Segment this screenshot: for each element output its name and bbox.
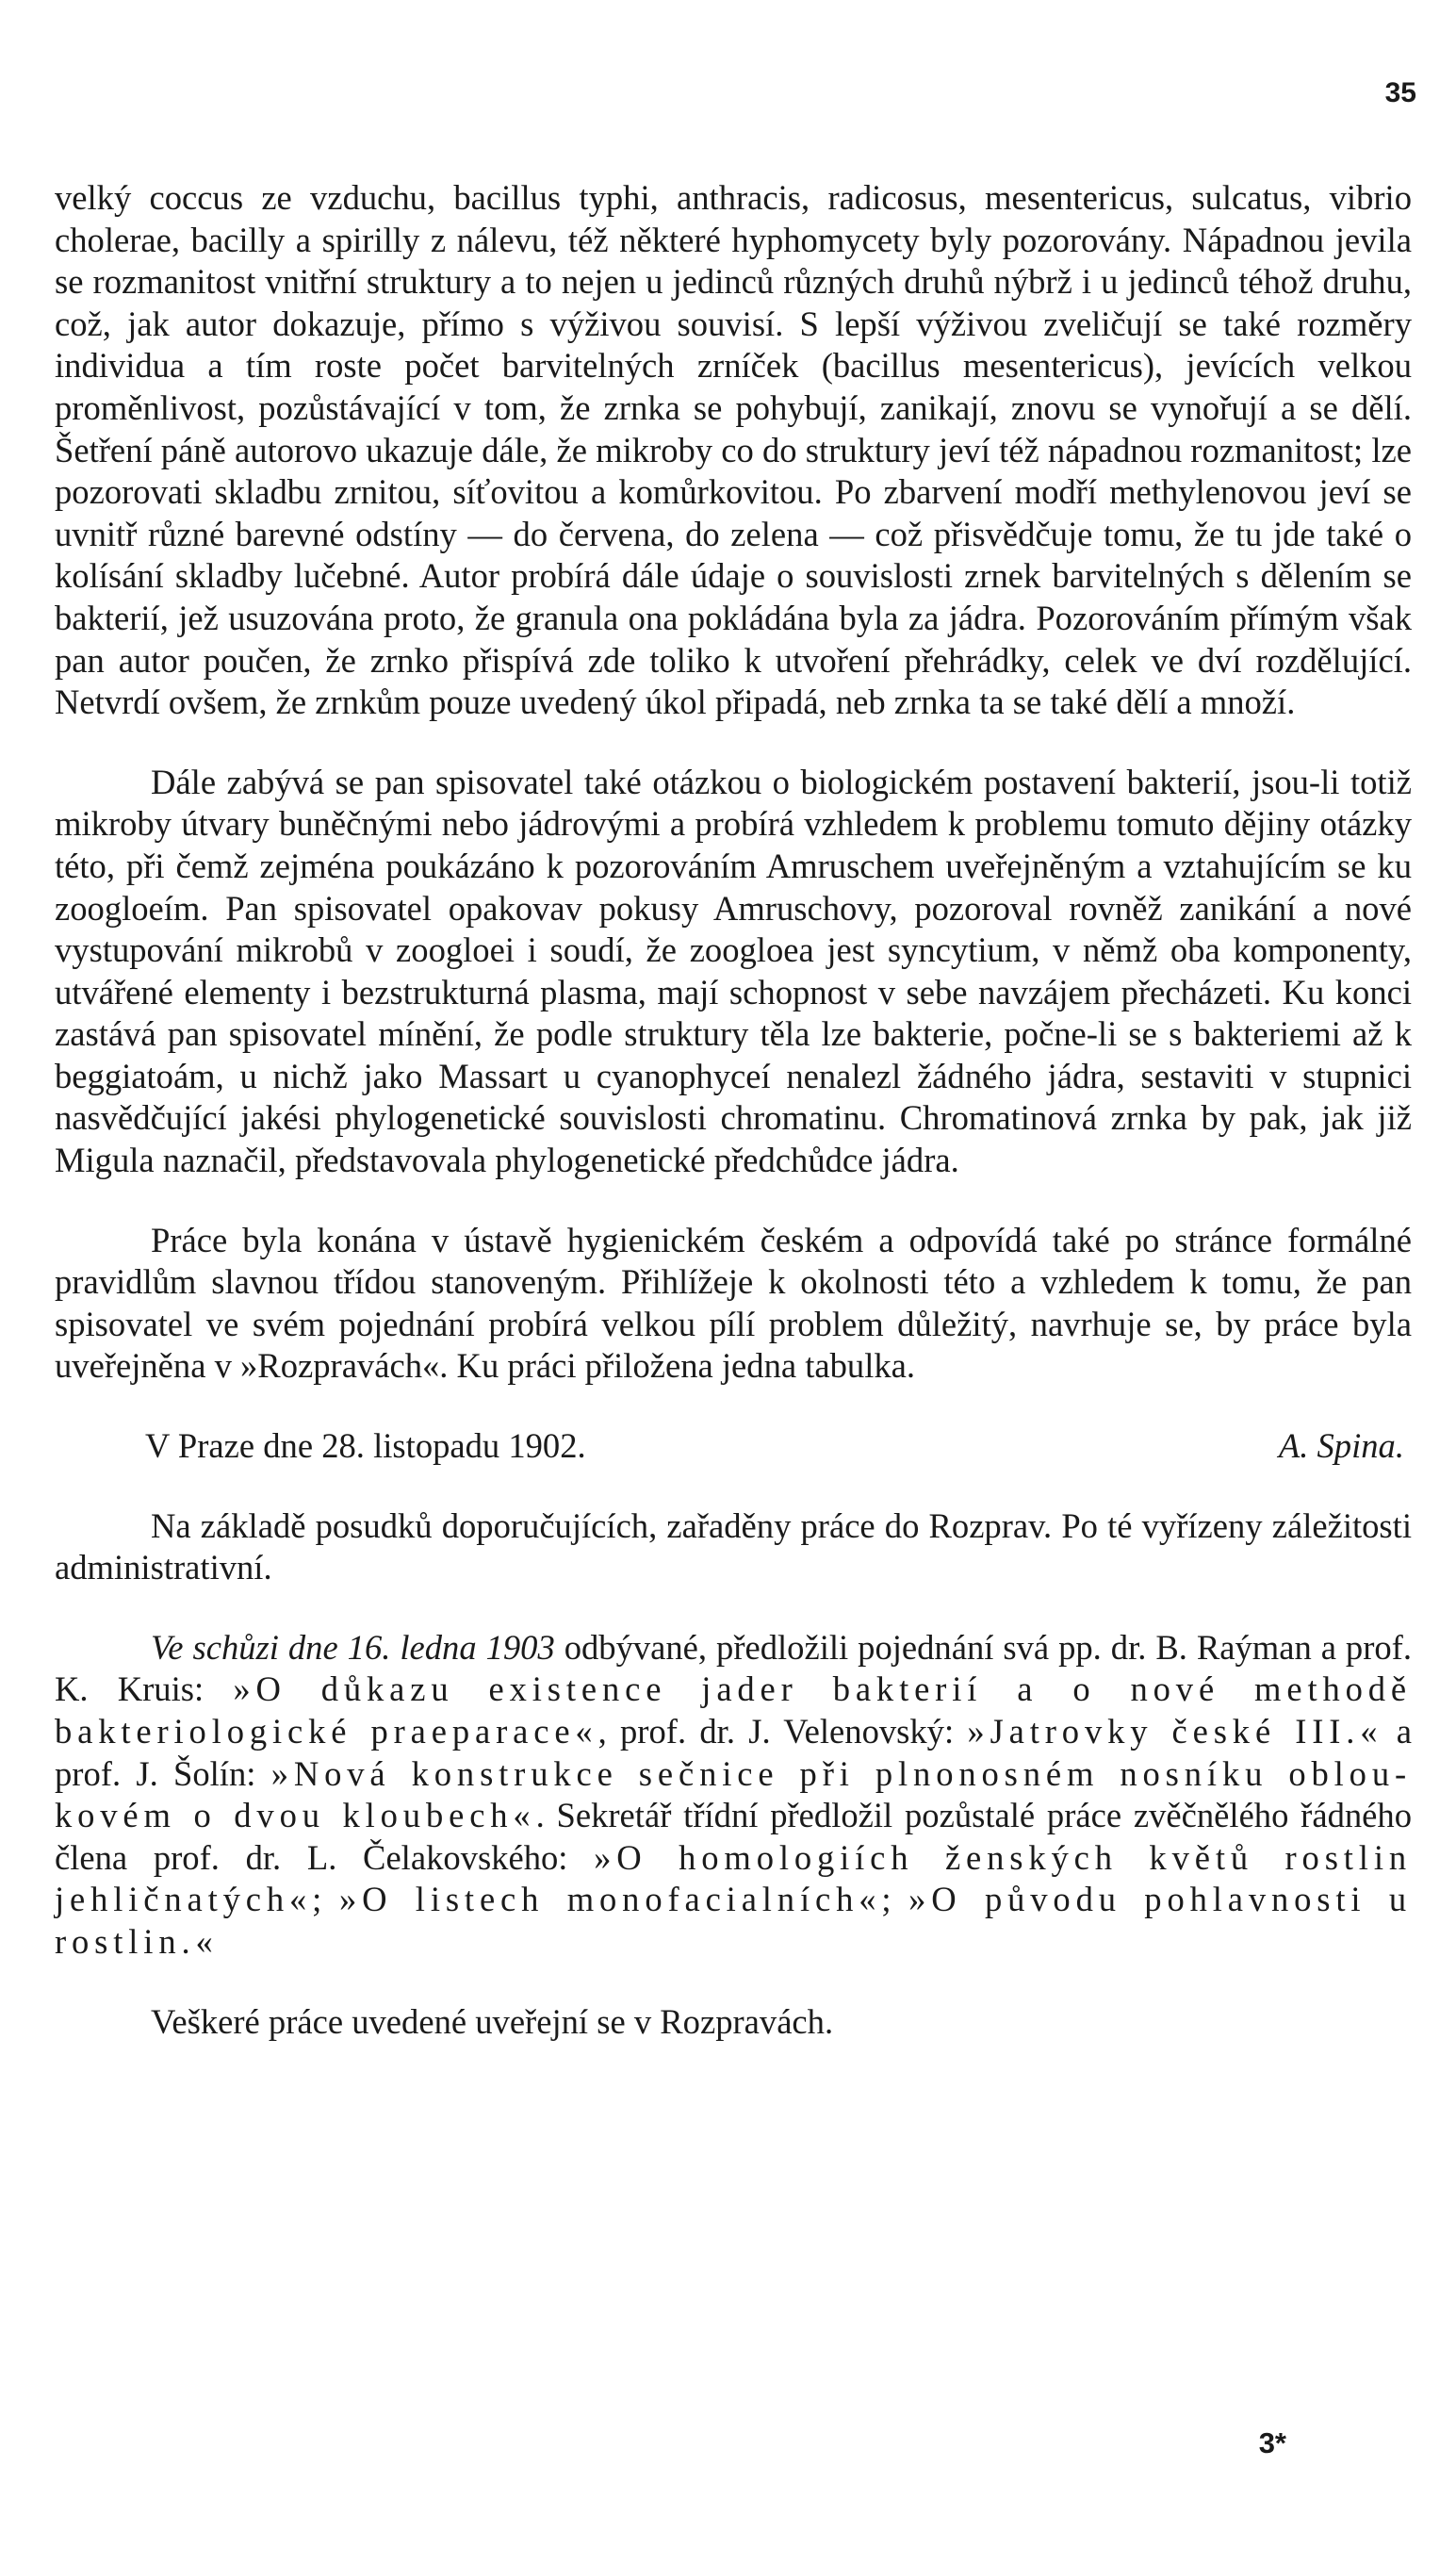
session-text: . Sekretář třídní předložil pozůstalé práce zvěčnělého řádného člena prof. dr. L. Čelakovského:	[55, 1796, 1412, 1877]
session-intro: odbývané, předložili pojednání svá pp. dr. B. Raýman a prof. K. Kruis:	[55, 1627, 1412, 1709]
work-title-celakovsky-2: »O listech monofacialních«	[338, 1880, 882, 1919]
session-text: ;	[881, 1880, 909, 1919]
page-number: 35	[1384, 77, 1416, 108]
paragraph-biological-position: Dále zabývá se pan spisovatel také otázkou o biologickém postavení bakterií, jsou-li totiž mikroby útvary buněčnými nebo jádrovými a probírá vzhledem k problemu tomuto dějiny otázky této, při čemž zejména poukázáno k pozorováním Amruschem uveřejněným a vztahujícím se ku zoogloeím. Pan spisovatel opakovav pokusy Amruschovy, pozoroval rovněž zanikání a nové vystupování mikrobů v zoogloei i soudí, že zoogloea jest syncytium, v němž oba komponenty, utvářené elementy i bezstrukturná plasma, mají schopnost v sebe navzájem přecházeti. Ku konci zastává pan spisovatel mínění, že podle struktury těla lze bakterie, počne-li se s bakteriemi až k beggiatoám, u nichž jako Massart u cyanophyceí nenalezl žádného jádra, sestaviti v stupnici nasvědčující jakési phylogenetické souvislosti chromatinu. Chromatinová zrnka by pak, jak již Migula naznačil, představovala phylogenetické předchůdce jádra.	[55, 762, 1412, 1180]
signature-line	[55, 1425, 1412, 1468]
paragraph-session	[55, 1627, 1412, 1964]
session-date: Ve schůzi dne 16. ledna 1903	[151, 1627, 555, 1667]
signature-mark: 3*	[1258, 2426, 1286, 2459]
signature: A. Spina.	[1278, 1426, 1404, 1466]
work-title-celakovsky-3: »O původu pohlavnosti u rostlin.«	[55, 1880, 1413, 1961]
work-title-velenovsky: »Jatrovky české III.«	[967, 1712, 1383, 1751]
work-title-solin: »Nová konstrukce sečnice při plnonosném nosníku oblou-kovém o dvou kloubech«	[55, 1753, 1412, 1835]
work-title-celakovsky-1: »O homologiích ženských květů rostlin jehličnatých«	[55, 1837, 1412, 1919]
paragraph-decision: Na základě posudků doporučujících, zařaděny práce do Rozprav. Po té vyřízeny záležitosti administrativní.	[55, 1505, 1412, 1587]
page-body	[55, 177, 1412, 2043]
paragraph-bacteria-structure: velký coccus ze vzduchu, bacillus typhi, anthracis, radicosus, mesentericus, sulcatus, vibrio cholerae, bacilly a spirilly z nálevu, též některé hyphomycety byly pozorovány. Nápadnou jevila se rozmanitost vnitřní struktury a to nejen u jedinců různých druhů nýbrž i u jedinců téhož druhu, což, jak autor dokazuje, přímo s výživou souvisí. S lepší výživou zveličují se také rozměry individua a tím roste počet barvitelných zrníček (bacillus mesentericus), jevících velkou proměnlivost, pozůstávající v tom, že zrnka se pohybují, zanikají, znovu se vynořují a se dělí. Šetření páně autorovo ukazuje dále, že mikroby co do struktury jeví též nápadnou rozmanitost; lze pozorovati skladbu zrnitou, síťovitou a komůrkovitou. Po zbarvení modří methylenovou jeví se uvnitř různé barevné odstíny — do červena, do zelena — což přisvědčuje tomu, že tu jde také o kolísání skladby lučebné. Autor probírá dále údaje o souvislosti zrnek barvitelných s dělením se bakterií, jež usuzována proto, že granula ona pokládána byla za jádra. Pozorováním přímým však pan autor poučen, že zrnko přispívá zde toliko k utvoření přehrádky, celek ve dví rozdělující. Netvrdí ovšem, že zrnkům pouze uvedený úkol připadá, neb zrnka ta se také dělí a množí.	[55, 178, 1412, 722]
place-date: V Praze dne 28. listopadu 1902.	[145, 1426, 586, 1466]
paragraph-publication: Veškeré práce uvedené uveřejní se v Rozpravách.	[151, 2001, 834, 2041]
work-title-kruis: »O důkazu existence jader bakterií a o nové methodě bakteriologické praeparace«	[55, 1669, 1412, 1751]
session-text: a prof. J. Šolín:	[55, 1712, 1412, 1793]
session-text: , prof. dr. J. Velenovský:	[597, 1712, 968, 1751]
paragraph-recommendation: Práce byla konána v ústavě hygienickém českém a odpovídá také po stránce formálné pravidlům slavnou třídou stanoveným. Přihlížeje k okolnosti této a vzhledem k tomu, že pan spisovatel ve svém pojednání probírá velkou pílí problem důležitý, navrhuje se, by práce byla uveřejněna v »Rozpravách«. Ku práci přiložena jedna tabulka.	[55, 1220, 1412, 1386]
session-text: ;	[312, 1880, 339, 1919]
